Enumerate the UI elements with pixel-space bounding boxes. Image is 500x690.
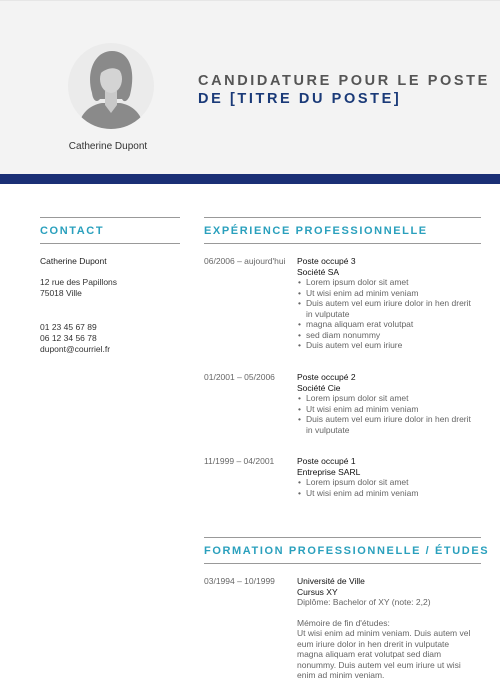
- entry-company: Société SA: [297, 266, 340, 277]
- contact-bottom-rule: [40, 243, 180, 244]
- experience-bottom-rule: [204, 243, 481, 244]
- entry-company: Société Cie: [297, 382, 341, 393]
- bullet-item: • Ut wisi enim ad minim veniam: [297, 288, 477, 299]
- bullet-item: • Duis autem vel eum iriure: [297, 340, 477, 351]
- bullet-item: • Ut wisi enim ad minim veniam: [297, 404, 477, 415]
- experience-heading: EXPÉRIENCE PROFESSIONNELLE: [204, 225, 428, 237]
- profile-photo: [68, 43, 154, 129]
- email-link[interactable]: dupont@courriel.fr: [40, 344, 111, 354]
- contact-top-rule: [40, 217, 180, 218]
- entry-school: Université de Ville: [297, 576, 365, 586]
- entry-diploma: Diplôme: Bachelor of XY (note: 2,2): [297, 597, 431, 607]
- bullet-item: • sed diam nonummy: [297, 330, 477, 341]
- education-bottom-rule: [204, 563, 481, 564]
- entry-thesis-label: Mémoire de fin d'études:: [297, 617, 390, 628]
- entry-position: Poste occupé 3: [297, 256, 356, 266]
- entry-course: Cursus XY: [297, 586, 338, 597]
- address-line-2: 75018 Ville: [40, 288, 82, 298]
- entry-position: Poste occupé 1: [297, 456, 356, 466]
- title-line-2: DE [TITRE DU POSTE]: [198, 91, 402, 107]
- entry-bullets: [297, 277, 477, 351]
- resume-header: [0, 0, 500, 174]
- phone-1: 01 23 45 67 89: [40, 322, 97, 332]
- education-heading: FORMATION PROFESSIONNELLE / ÉTUDES: [204, 545, 490, 557]
- entry-bullets: [297, 477, 477, 498]
- experience-top-rule: [204, 217, 481, 218]
- entry-date: 01/2001 – 05/2006: [204, 372, 275, 382]
- entry-date: 03/1994 – 10/1999: [204, 576, 275, 586]
- person-silhouette-icon: [68, 43, 154, 129]
- bullet-item: • Ut wisi enim ad minim veniam: [297, 488, 477, 499]
- contact-heading: CONTACT: [40, 225, 105, 237]
- bullet-item: • magna aliquam erat volutpat: [297, 319, 477, 330]
- page-title: [198, 72, 498, 108]
- bullet-item: • Lorem ipsum dolor sit amet: [297, 277, 477, 288]
- entry-thesis-text: Ut wisi enim ad minim veniam. Duis autem vel eum iriure dolor in hen drerit in vulputate magna aliquam erat volutpat sed diam nonummy. Duis autem vel eum iriure ut wisi enim ad minim veniam.: [297, 628, 471, 680]
- contact-details: [40, 256, 180, 355]
- bullet-item: • Lorem ipsum dolor sit amet: [297, 393, 477, 404]
- entry-date: 06/2006 – aujourd'hui: [204, 256, 286, 266]
- profile-name: Catherine Dupont: [68, 141, 148, 152]
- entry-bullets: [297, 393, 477, 435]
- phone-2: 06 12 34 56 78: [40, 333, 97, 343]
- bullet-item: • Duis autem vel eum iriure dolor in hen drerit in vulputate: [297, 414, 477, 435]
- contact-name: Catherine Dupont: [40, 256, 107, 266]
- bullet-item: • Lorem ipsum dolor sit amet: [297, 477, 477, 488]
- header-accent-bar: [0, 174, 500, 184]
- entry-position: Poste occupé 2: [297, 372, 356, 382]
- title-line-1: CANDIDATURE POUR LE POSTE: [198, 73, 490, 89]
- entry-date: 11/1999 – 04/2001: [204, 456, 275, 466]
- address-line-1: 12 rue des Papillons: [40, 277, 118, 287]
- bullet-item: • Duis autem vel eum iriure dolor in hen drerit in vulputate: [297, 298, 477, 319]
- education-top-rule: [204, 537, 481, 538]
- entry-company: Entreprise SARL: [297, 466, 361, 477]
